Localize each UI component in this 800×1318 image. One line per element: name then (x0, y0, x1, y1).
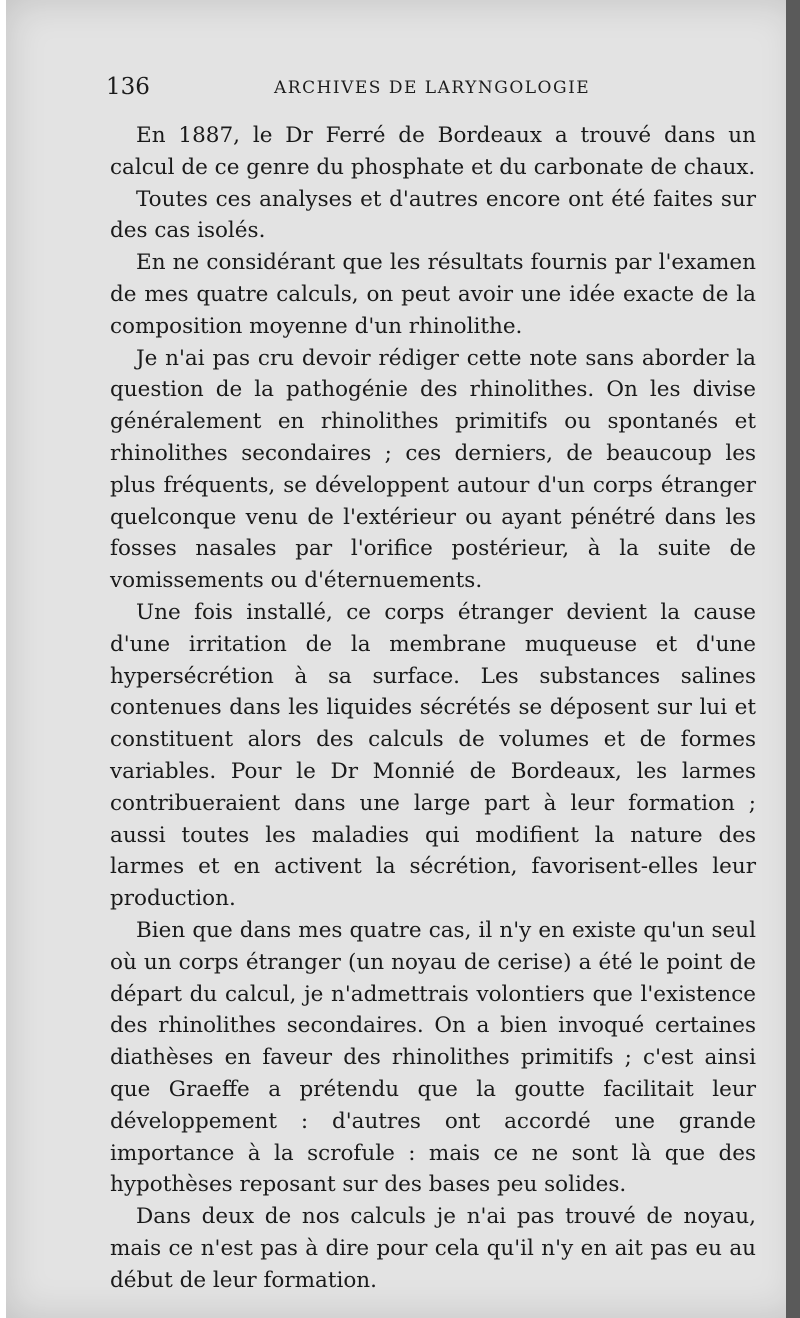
paragraph: En ne considérant que les résultats fournis par l'examen de mes quatre calculs, on peut avoir une idée exacte de la composition moyenne d'un rhinolithe. (110, 250, 756, 339)
paragraph: Dans deux de nos calculs je n'ai pas trouvé de noyau, mais ce n'est pas à dire pour cela qu'il n'y en ait pas eu au début de leur formation. (110, 1204, 756, 1293)
paragraph: Bien que dans mes quatre cas, il n'y en existe qu'un seul où un corps étranger (un noyau de cerise) a été le point de départ du calcul, je n'admettrais volontiers que l'existence des rhinolithes secondaires. On a bien invoqué certaines diathèses en faveur des rhinolithes primitifs ; c'est ainsi que Graeffe a prétendu que la goutte facilitait leur développement : d'autres ont accordé une grande importance à la scrofule : mais ce ne sont là que des hypothèses reposant sur des bases peu solides. (110, 917, 756, 1198)
paragraph: Je n'ai pas cru devoir rédiger cette note sans aborder la question de la pathogénie des rhinolithes. On les divise généralement en rhinolithes primitifs ou spontanés et rhinolithes secondaires ; ces derniers, de beaucoup les plus fréquents, se développent autour d'un corps étranger quelconque venu de l'extérieur ou ayant pénétré dans les fosses nasales par l'orifice postérieur, à la suite de vomissements ou d'éternuements. (110, 345, 756, 594)
page-edge-shadow (786, 0, 800, 1318)
running-title: ARCHIVES DE LARYNGOLOGIE (274, 78, 591, 98)
paragraph: Toutes ces analyses et d'autres encore ont été faites sur des cas isolés. (110, 186, 756, 244)
paragraph: En 1887, le Dr Ferré de Bordeaux a trouvé dans un calcul de ce genre du phosphate et du carbonate de chaux. (110, 123, 756, 180)
paragraph: Une fois installé, ce corps étranger devient la cause d'une irritation de la membrane muqueuse et d'une hypersécrétion à sa surface. Les substances salines contenues dans les liquides sécrétés se déposent sur lui et constituent alors des calculs de volumes et de formes variables. Pour le Dr Monnié de Bordeaux, les larmes contribueraient dans une large part à leur formation ; aussi toutes les maladies qui modifient la nature des larmes et en activent la sécrétion, favorisent-elles leur production. (110, 599, 756, 912)
page-header (106, 74, 666, 104)
page-number: 136 (106, 74, 150, 100)
book-page (6, 0, 800, 1318)
body-text (110, 120, 756, 1296)
